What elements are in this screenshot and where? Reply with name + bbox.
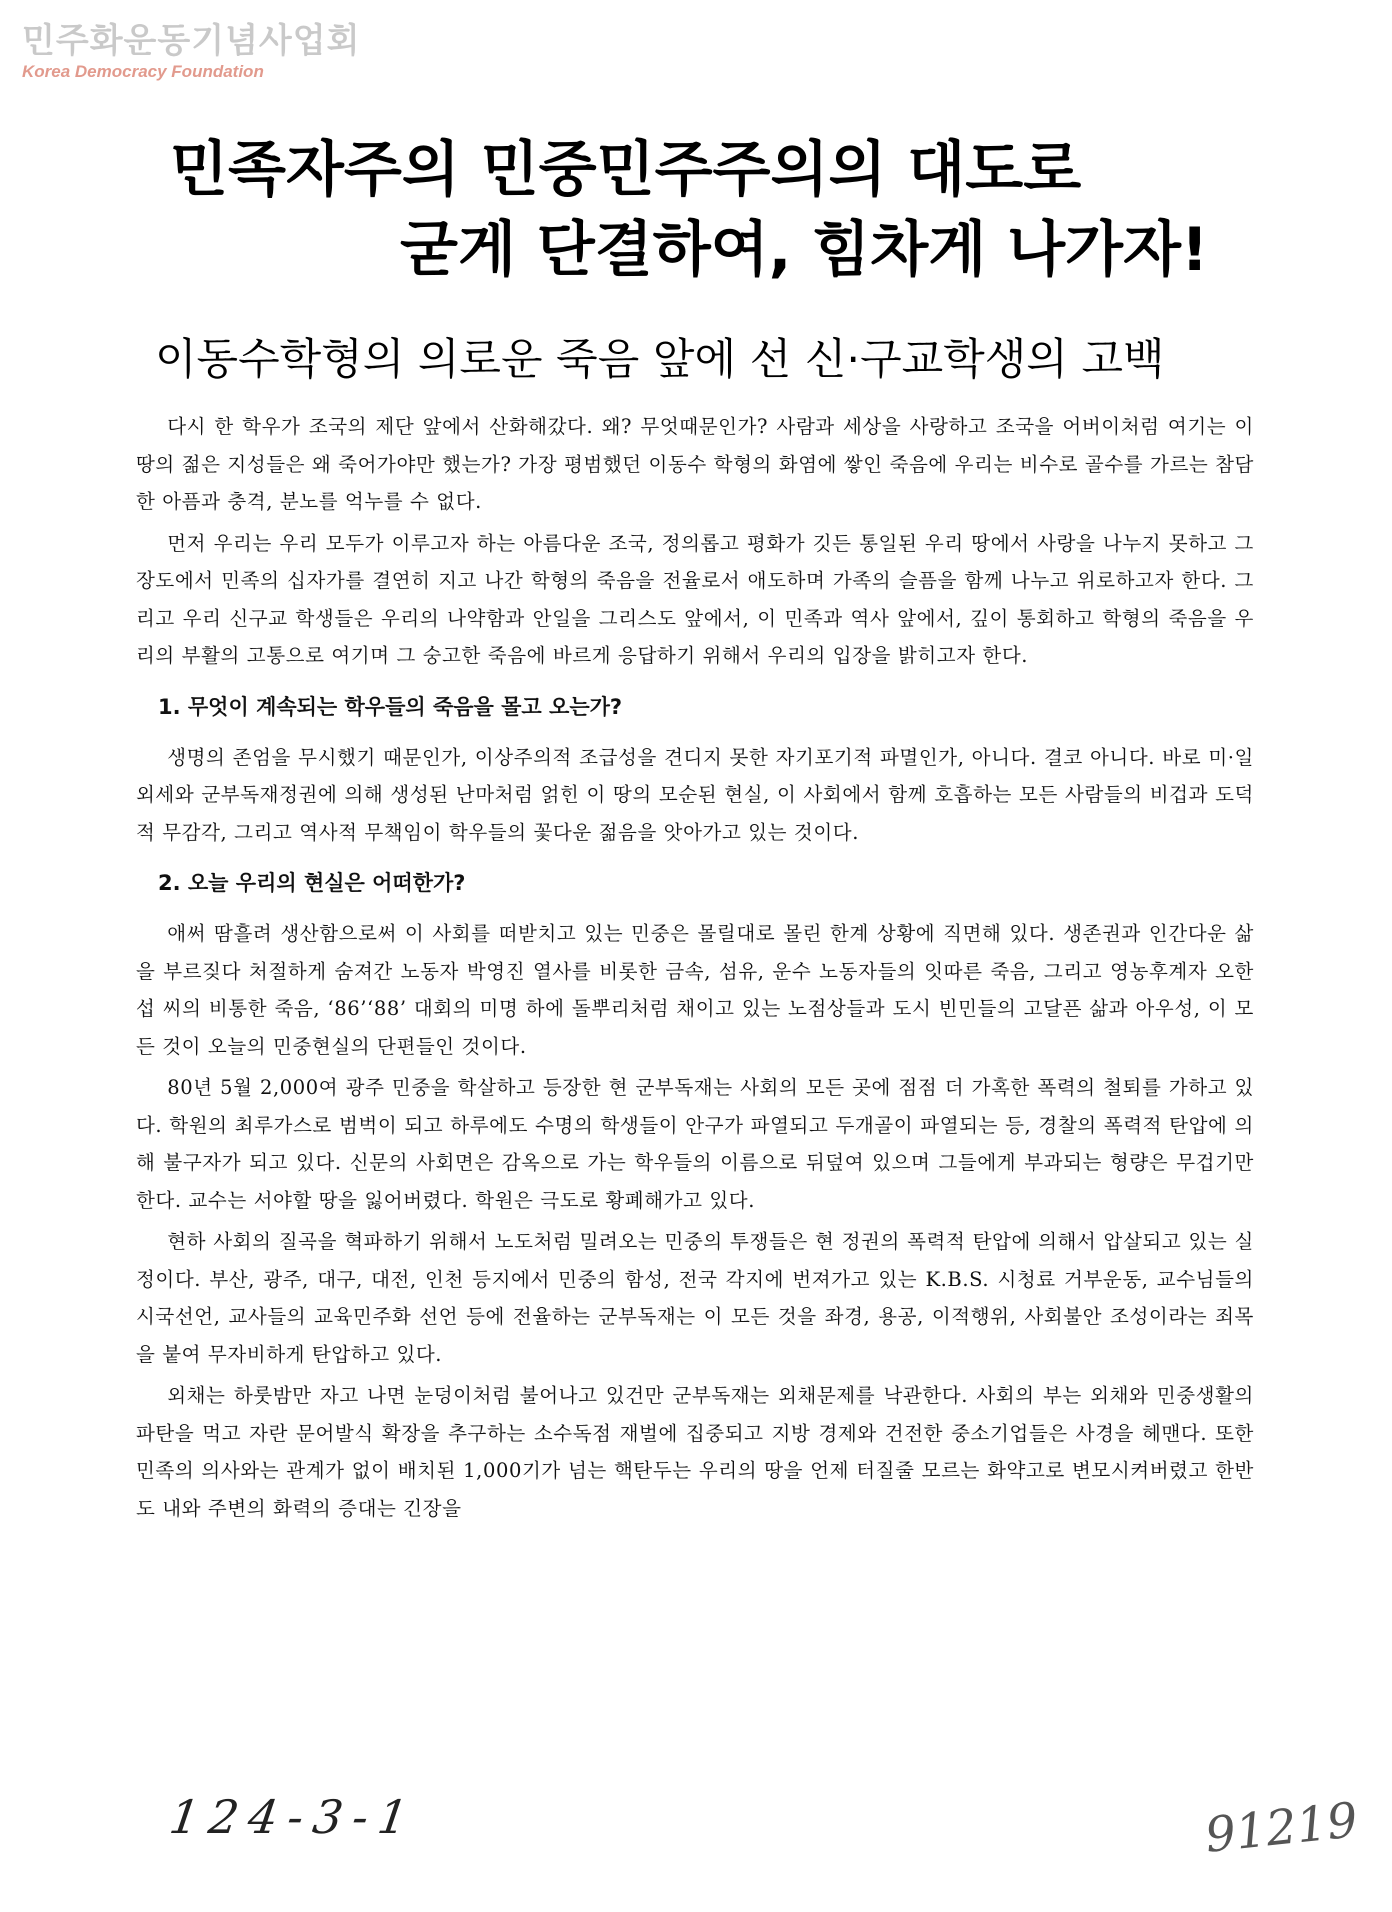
- document-body: [136, 408, 1254, 1531]
- section-2-paragraph: 애써 땀흘려 생산함으로써 이 사회를 떠받치고 있는 민중은 몰릴대로 몰린 한계 상황에 직면해 있다. 생존권과 인간다운 삶을 부르짖다 처절하게 숨져간 노동자 박영진 열사를 비롯한 금속, 섬유, 운수 노동자들의 잇따른 죽음, 그리고 영농후계자 오한섭 씨의 비통한 죽음, ‘86’‘88’ 대회의 미명 하에 돌뿌리처럼 채이고 있는 노점상들과 도시 빈민들의 고달픈 삶과 아우성, 이 모든 것이 오늘의 민중현실의 단편들인 것이다.: [136, 922, 1254, 1058]
- intro-paragraph: 먼저 우리는 우리 모두가 이루고자 하는 아름다운 조국, 정의롭고 평화가 깃든 통일된 우리 땅에서 사랑을 나누지 못하고 그 장도에서 민족의 십자가를 결연히 지고 나간 학형의 죽음을 전율로서 애도하며 가족의 슬픔을 함께 나누고 위로하고자 한다. 그리고 우리 신구교 학생들은 우리의 나약함과 안일을 그리스도 앞에서, 이 민족과 역사 앞에서, 깊이 통회하고 학형의 죽음을 우리의 부활의 고통으로 여기며 그 숭고한 죽음에 바르게 응답하기 위해서 우리의 입장을 밝히고자 한다.: [136, 531, 1254, 667]
- intro-paragraph: 다시 한 학우가 조국의 제단 앞에서 산화해갔다. 왜? 무엇때문인가? 사람과 세상을 사랑하고 조국을 어버이처럼 여기는 이 땅의 젊은 지성들은 왜 죽어가야만 했는가? 가장 평범했던 이동수 학형의 화염에 쌓인 죽음에 우리는 비수로 골수를 가르는 참담한 아픔과 충격, 분노를 억누를 수 없다.: [136, 415, 1254, 513]
- section-2-paragraph: 외채는 하룻밤만 자고 나면 눈덩이처럼 불어나고 있건만 군부독재는 외채문제를 낙관한다. 사회의 부는 외채와 민중생활의 파탄을 먹고 자란 문어발식 확장을 추구하는 소수독점 재벌에 집중되고 지방 경제와 건전한 중소기업들은 사경을 헤맨다. 또한 민족의 의사와는 관계가 없이 배치된 1,000기가 넘는 핵탄두는 우리의 땅을 언제 터질줄 모르는 화약고로 변모시켜버렸고 한반도 내와 주변의 화력의 증대는 긴장을: [136, 1384, 1254, 1520]
- watermark: [22, 22, 360, 82]
- section-2-paragraph: 80년 5월 2,000여 광주 민중을 학살하고 등장한 현 군부독재는 사회의 모든 곳에 점점 더 가혹한 폭력의 철퇴를 가하고 있다. 학원의 최루가스로 범벅이 되고 하루에도 수명의 학생들이 안구가 파열되고 두개골이 파열되는 등, 경찰의 폭력적 탄압에 의해 불구자가 되고 있다. 신문의 사회면은 감옥으로 가는 학우들의 이름으로 뒤덮여 있으며 그들에게 부과되는 형량은 무겁기만 한다. 교수는 서야할 땅을 잃어버렸다. 학원은 극도로 황폐해가고 있다.: [136, 1076, 1254, 1212]
- section-2-paragraph: 현하 사회의 질곡을 혁파하기 위해서 노도처럼 밀려오는 민중의 투쟁들은 현 정권의 폭력적 탄압에 의해서 압살되고 있는 실정이다. 부산, 광주, 대구, 대전, 인천 등지에서 민중의 함성, 전국 각지에 번져가고 있는 K.B.S. 시청료 거부운동, 교수님들의 시국선언, 교사들의 교육민주화 선언 등에 전율하는 군부독재는 이 모든 것을 좌경, 용공, 이적행위, 사회불안 조성이라는 죄목을 붙여 무자비하게 탄압하고 있다.: [136, 1230, 1254, 1366]
- title-line-1: 민족자주의 민중민주주의의 대도로: [170, 135, 1082, 205]
- section-1-heading: 1. 무엇이 계속되는 학우들의 죽음을 몰고 오는가?: [158, 694, 623, 719]
- document-subtitle: 이동수학형의 의로운 죽음 앞에 선 신·구교학생의 고백: [155, 335, 1165, 385]
- document-title: [170, 130, 1300, 290]
- title-line-2: 굳게 단결하여, 힘차게 나가자!: [400, 215, 1209, 285]
- handwritten-number: 91219: [1202, 1792, 1361, 1864]
- watermark-english: Korea Democracy Foundation: [22, 62, 264, 81]
- watermark-korean: 민주화운동기념사업회: [22, 21, 361, 61]
- section-1-paragraph: 생명의 존엄을 무시했기 때문인가, 이상주의적 조급성을 견디지 못한 자기포기적 파멸인가, 아니다. 결코 아니다. 바로 미·일 외세와 군부독재정권에 의해 생성된 난마처럼 얽힌 이 땅의 모순된 현실, 이 사회에서 함께 호흡하는 모든 사람들의 비겁과 도덕적 무감각, 그리고 역사적 무책임이 학우들의 꽃다운 젊음을 앗아가고 있는 것이다.: [136, 745, 1254, 844]
- handwritten-page-ref: 124-3-1: [166, 1790, 422, 1844]
- section-2-heading: 2. 오늘 우리의 현실은 어떠한가?: [158, 871, 466, 895]
